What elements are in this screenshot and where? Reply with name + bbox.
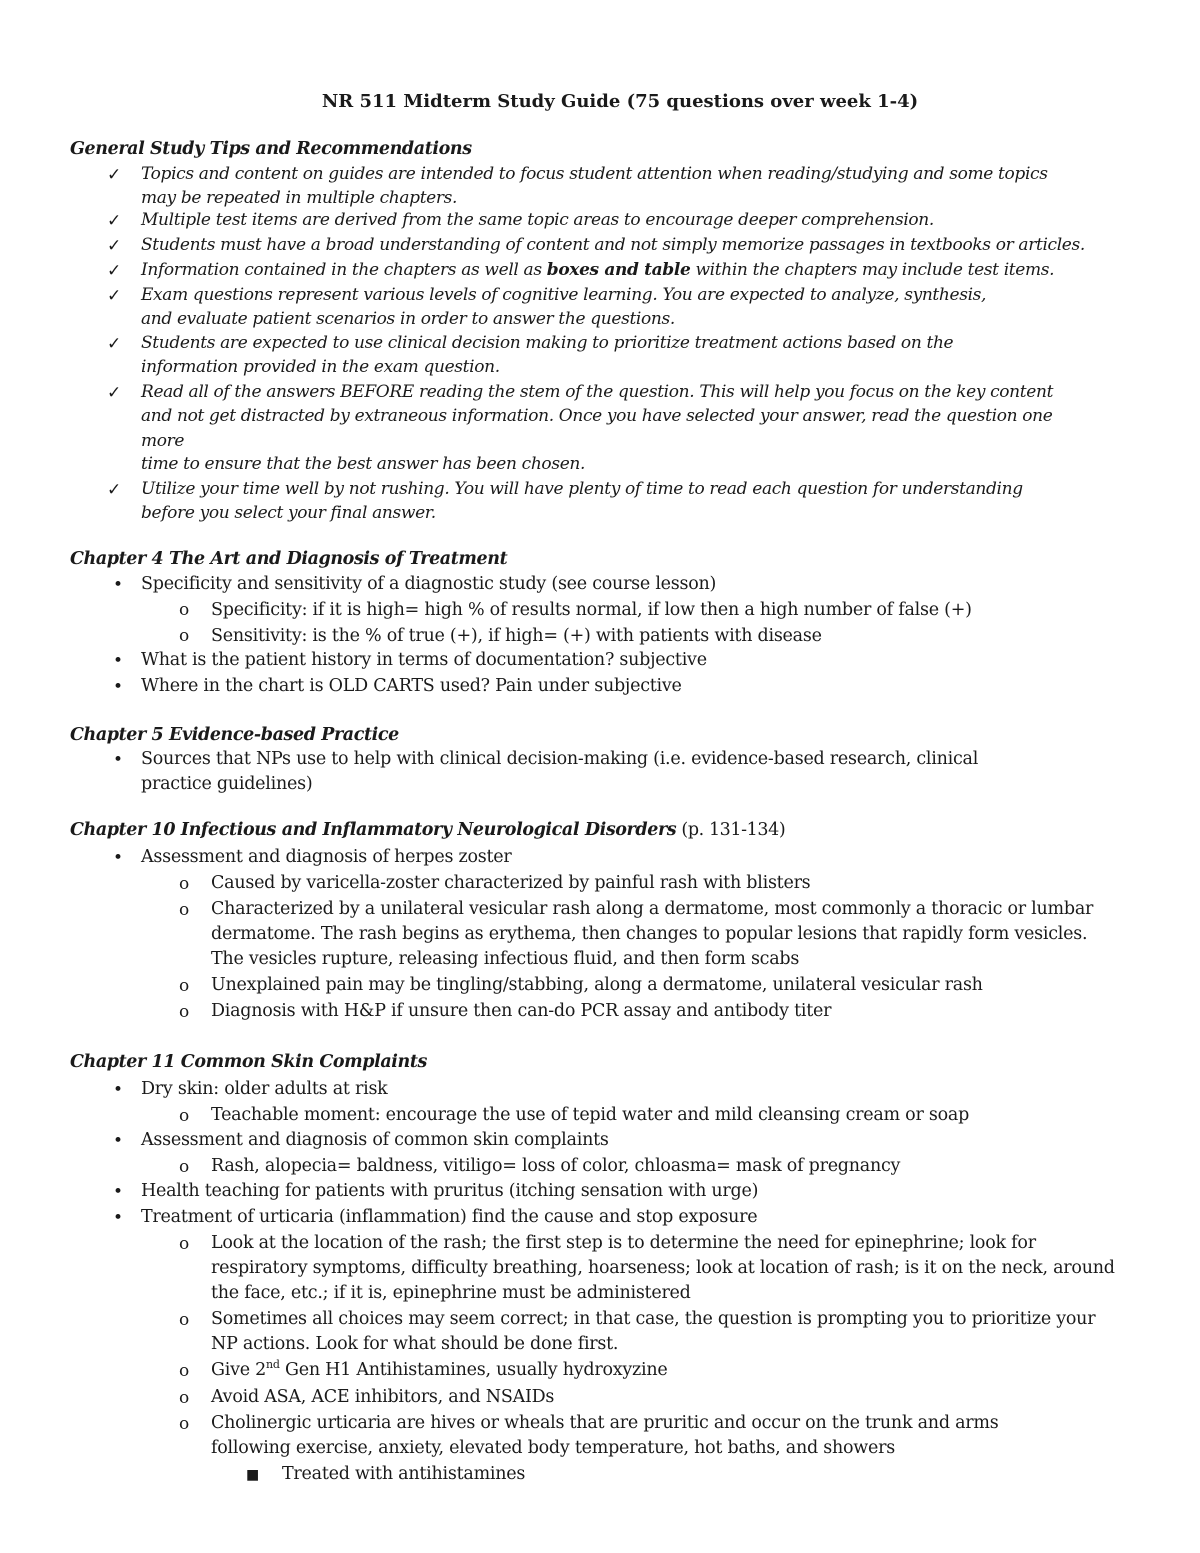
tip-line: Exam questions represent various levels of cognitive learning. You are expected to analyze, synthesis, — [141, 285, 987, 305]
bullet-icon: • — [113, 677, 124, 697]
document-title: NR 511 Midterm Study Guide (75 questions over week 1-4) — [321, 91, 919, 112]
sub-bullet-icon: o — [179, 1106, 190, 1126]
list-item: Rash, alopecia= baldness, vitiligo= loss of color, chloasma= mask of pregnancy — [211, 1156, 901, 1176]
chapter4-heading: Chapter 4 The Art and Diagnosis of Treatment — [70, 549, 508, 569]
sub-bullet-icon: o — [179, 1157, 190, 1177]
list-item: dermatome. The rash begins as erythema, then changes to popular lesions that rapidly form vesicles. — [211, 924, 1088, 944]
list-item: Where in the chart is OLD CARTS used? Pain under subjective — [141, 676, 682, 696]
list-item: Specificity: if it is high= high % of results normal, if low then a high number of false (+) — [211, 600, 972, 620]
list-item: Treated with antihistamines — [282, 1464, 526, 1484]
sub-bullet-icon: o — [179, 1361, 190, 1381]
bullet-icon: • — [113, 1208, 124, 1228]
tip-line: may be repeated in multiple chapters. — [141, 188, 458, 208]
sub-bullet-icon: o — [179, 1388, 190, 1408]
chapter5-heading: Chapter 5 Evidence-based Practice — [70, 725, 399, 745]
list-item: Avoid ASA, ACE inhibitors, and NSAIDs — [211, 1387, 555, 1407]
list-item: Specificity and sensitivity of a diagnostic study (see course lesson) — [141, 574, 717, 594]
list-item: Sources that NPs use to help with clinical decision-making (i.e. evidence-based research, clinical — [141, 749, 979, 769]
list-item: Treatment of urticaria (inflammation) find the cause and stop exposure — [141, 1207, 758, 1227]
list-item: following exercise, anxiety, elevated body temperature, hot baths, and showers — [211, 1438, 895, 1458]
square-bullet-icon: ■ — [246, 1467, 260, 1483]
check-icon: ✓ — [107, 261, 122, 281]
sub-bullet-icon: o — [179, 1310, 190, 1330]
tip-line: Students must have a broad understanding of content and not simply memorize passages in textbooks or articles. — [141, 235, 1085, 255]
list-item: What is the patient history in terms of documentation? subjective — [141, 650, 707, 670]
sub-bullet-icon: o — [179, 1234, 190, 1254]
list-item: NP actions. Look for what should be done first. — [211, 1334, 619, 1354]
list-item: the face, etc.; if it is, epinephrine must be administered — [211, 1283, 691, 1303]
list-item: Health teaching for patients with pruritus (itching sensation with urge) — [141, 1181, 759, 1201]
tips-heading: General Study Tips and Recommendations — [70, 139, 472, 159]
chapter10-heading: Chapter 10 Infectious and Inflammatory Neurological Disorders (p. 131-134) — [70, 820, 786, 840]
list-item: Look at the location of the rash; the first step is to determine the need for epinephrine; look for — [211, 1233, 1036, 1253]
list-item: Diagnosis with H&P if unsure then can-do PCR assay and antibody titer — [211, 1001, 832, 1021]
tip-line: and not get distracted by extraneous information. Once you have selected your answer, read the question one — [141, 406, 1053, 426]
bullet-icon: • — [113, 750, 124, 770]
list-item: Unexplained pain may be tingling/stabbing, along a dermatome, unilateral vesicular rash — [211, 975, 983, 995]
bullet-icon: • — [113, 1182, 124, 1202]
sub-bullet-icon: o — [179, 1414, 190, 1434]
list-item: Caused by varicella-zoster characterized by painful rash with blisters — [211, 873, 811, 893]
list-item: Teachable moment: encourage the use of tepid water and mild cleansing cream or soap — [211, 1105, 970, 1125]
page-reference: (p. 131-134) — [676, 820, 786, 840]
check-icon: ✓ — [107, 211, 122, 231]
tip-line: Topics and content on guides are intended to focus student attention when reading/studying and some topics — [141, 164, 1048, 184]
bullet-icon: • — [113, 1131, 124, 1151]
bold-phrase: boxes and table — [546, 260, 691, 280]
list-item: Characterized by a unilateral vesicular rash along a dermatome, most commonly a thoracic or lumbar — [211, 899, 1094, 919]
tip-line: and evaluate patient scenarios in order to answer the questions. — [141, 309, 675, 329]
check-icon: ✓ — [107, 236, 122, 256]
chapter11-heading: Chapter 11 Common Skin Complaints — [70, 1052, 428, 1072]
list-item: Cholinergic urticaria are hives or wheals that are pruritic and occur on the trunk and arms — [211, 1413, 999, 1433]
sub-bullet-icon: o — [179, 600, 190, 620]
tip-line: Multiple test items are derived from the same topic areas to encourage deeper comprehension. — [141, 210, 934, 230]
tip-line: before you select your final answer. — [141, 503, 436, 523]
check-icon: ✓ — [107, 334, 122, 354]
sub-bullet-icon: o — [179, 874, 190, 894]
bullet-icon: • — [113, 575, 124, 595]
tip-line: time to ensure that the best answer has been chosen. — [141, 454, 586, 474]
list-item: Dry skin: older adults at risk — [141, 1079, 388, 1099]
list-item: The vesicles rupture, releasing infectious fluid, and then form scabs — [211, 949, 800, 969]
tip-line: information provided in the exam question. — [141, 357, 500, 377]
list-item: Sensitivity: is the % of true (+), if high= (+) with patients with disease — [211, 626, 822, 646]
list-item: Give 2nd Gen H1 Antihistamines, usually hydroxyzine — [211, 1358, 668, 1380]
tip-line: Read all of the answers BEFORE reading the stem of the question. This will help you focus on the key content — [141, 382, 1054, 402]
list-item: Sometimes all choices may seem correct; in that case, the question is prompting you to prioritize your — [211, 1309, 1096, 1329]
list-item: respiratory symptoms, difficulty breathing, hoarseness; look at location of rash; is it on the neck, around — [211, 1258, 1115, 1278]
check-icon: ✓ — [107, 165, 122, 185]
tip-line: Students are expected to use clinical decision making to prioritize treatment actions based on the — [141, 333, 954, 353]
check-icon: ✓ — [107, 383, 122, 403]
list-item: Assessment and diagnosis of herpes zoster — [141, 847, 512, 867]
tip-line: Information contained in the chapters as well as boxes and table within the chapters may include test items. — [141, 260, 1055, 280]
tip-line: Utilize your time well by not rushing. You will have plenty of time to read each question for understanding — [141, 479, 1023, 499]
check-icon: ✓ — [107, 286, 122, 306]
sub-bullet-icon: o — [179, 626, 190, 646]
bullet-icon: • — [113, 651, 124, 671]
sub-bullet-icon: o — [179, 900, 190, 920]
list-item: Assessment and diagnosis of common skin complaints — [141, 1130, 609, 1150]
sub-bullet-icon: o — [179, 1002, 190, 1022]
list-item: practice guidelines) — [141, 774, 313, 794]
sub-bullet-icon: o — [179, 976, 190, 996]
bullet-icon: • — [113, 1080, 124, 1100]
tip-line: more — [141, 431, 185, 451]
bullet-icon: • — [113, 848, 124, 868]
check-icon: ✓ — [107, 480, 122, 500]
